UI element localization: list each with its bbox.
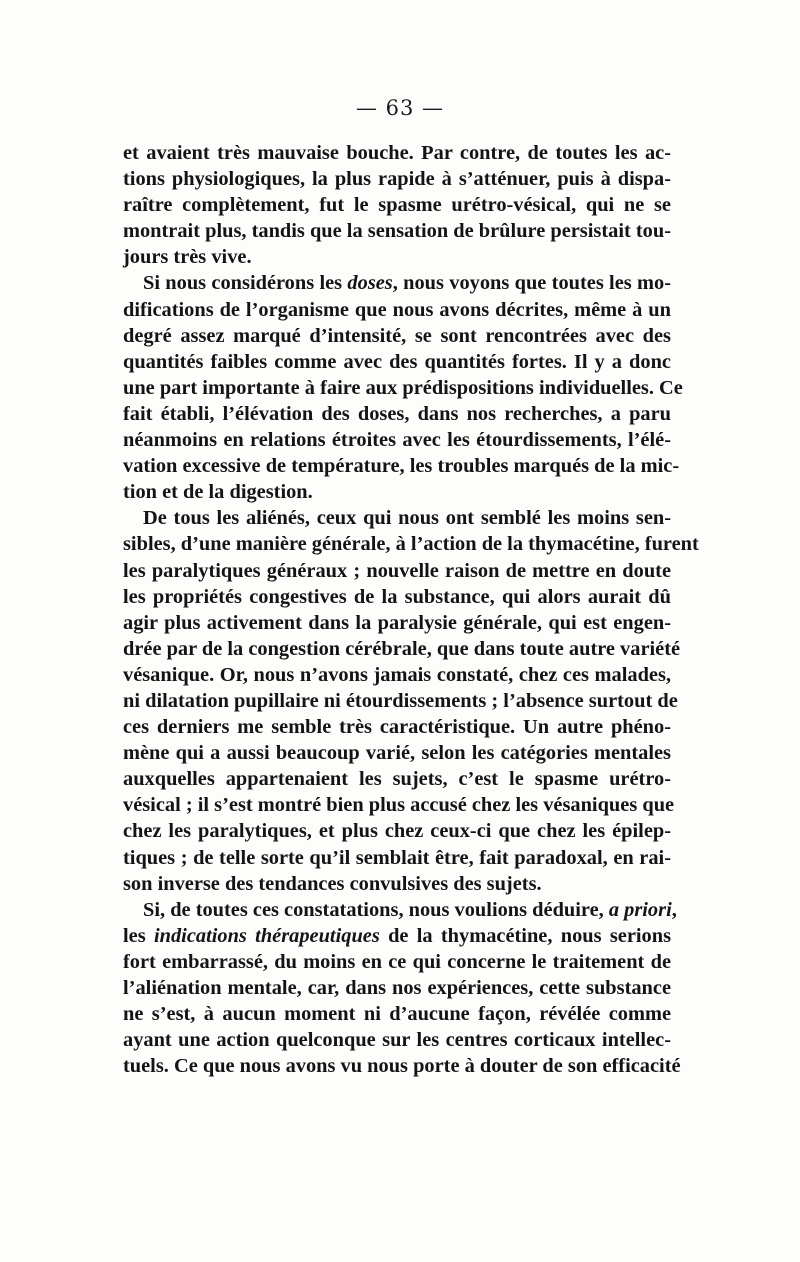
text-line: quantités faibles comme avec des quantités fortes. Il y a donc bbox=[123, 350, 671, 373]
page-number: — 63 — bbox=[355, 96, 445, 120]
text-line: mène qui a aussi beaucoup varié, selon les catégories mentales bbox=[123, 742, 671, 765]
text-line: raître complètement, fut le spasme urétro-vésical, qui ne se bbox=[123, 194, 671, 217]
text-line: tiques ; de telle sorte qu’il semblait être, fait paradoxal, en rai- bbox=[123, 846, 671, 869]
text-line: fait établi, l’élévation des doses, dans nos recherches, a paru bbox=[123, 402, 671, 425]
text-line: ayant une action quelconque sur les centres corticaux intellec- bbox=[123, 1029, 671, 1052]
text-line: vésical ; il s’est montré bien plus accusé chez les vésaniques que bbox=[123, 794, 675, 817]
text-line: et avaient très mauvaise bouche. Par contre, de toutes les ac- bbox=[123, 142, 671, 164]
text-line: drée par de la congestion cérébrale, que dans toute autre variété bbox=[123, 637, 681, 660]
text-line: fort embarrassé, du moins en ce qui concerne le traitement de bbox=[123, 950, 671, 973]
text-line: sibles, d’une manière générale, à l’action de la thymacétine, furent bbox=[123, 533, 699, 556]
text-line: l’aliénation mentale, car, dans nos expériences, cette substance bbox=[123, 977, 671, 999]
paragraph-3 bbox=[123, 505, 699, 896]
text-line: chez les paralytiques, et plus chez ceux-ci que chez les épilep- bbox=[123, 820, 671, 843]
paragraph-2 bbox=[123, 270, 683, 505]
text-line: difications de l’organisme que nous avons décrites, même à un bbox=[123, 298, 671, 321]
text-line: De tous les aliénés, ceux qui nous ont semblé les moins sen- bbox=[143, 507, 671, 530]
text-line: tuels. Ce que nous avons vu nous porte à douter de son efficacité bbox=[123, 1055, 681, 1078]
text-line: les indications thérapeutiques de la thymacétine, nous serions bbox=[123, 924, 672, 947]
text-line: vation excessive de température, les troubles marqués de la mic- bbox=[123, 455, 680, 478]
text-line: ni dilatation pupillaire ni étourdissements ; l’absence surtout de bbox=[123, 689, 678, 712]
text-line: tions physiologiques, la plus rapide à s’atténuer, puis à dispa- bbox=[123, 168, 671, 191]
body-text bbox=[123, 140, 699, 1079]
text-line: une part importante à faire aux prédispositions individuelles. Ce bbox=[123, 376, 683, 399]
text-line: vésanique. Or, nous n’avons jamais constaté, chez ces malades, bbox=[123, 663, 671, 686]
text-line: montrait plus, tandis que la sensation de brûlure persistait tou- bbox=[123, 220, 671, 243]
text-line: ne s’est, à aucun moment ni d’aucune façon, révélée comme bbox=[123, 1003, 671, 1026]
text-line: néanmoins en relations étroites avec les étourdissements, l’élé- bbox=[123, 429, 671, 452]
paragraph-4 bbox=[123, 897, 681, 1080]
text-line: tion et de la digestion. bbox=[123, 481, 313, 504]
text-line: les propriétés congestives de la substance, qui alors aurait dû bbox=[123, 585, 671, 608]
text-line: auxquelles appartenaient les sujets, c’est le spasme urétro- bbox=[123, 768, 671, 791]
text-line: agir plus activement dans la paralysie générale, qui est engen- bbox=[123, 611, 671, 634]
text-line: son inverse des tendances convulsives des sujets. bbox=[123, 872, 542, 895]
text-line: les paralytiques généraux ; nouvelle raison de mettre en doute bbox=[123, 559, 671, 582]
paragraph-1 bbox=[123, 140, 671, 270]
text-line: ces derniers me semble très caractéristique. Un autre phéno- bbox=[123, 716, 671, 739]
text-line: jours très vive. bbox=[123, 246, 252, 269]
text-line: degré assez marqué d’intensité, se sont rencontrées avec des bbox=[123, 324, 671, 347]
text-line: Si nous considérons les doses, nous voyons que toutes les mo- bbox=[143, 272, 671, 295]
text-line: Si, de toutes ces constatations, nous voulions déduire, a priori, bbox=[143, 898, 677, 921]
